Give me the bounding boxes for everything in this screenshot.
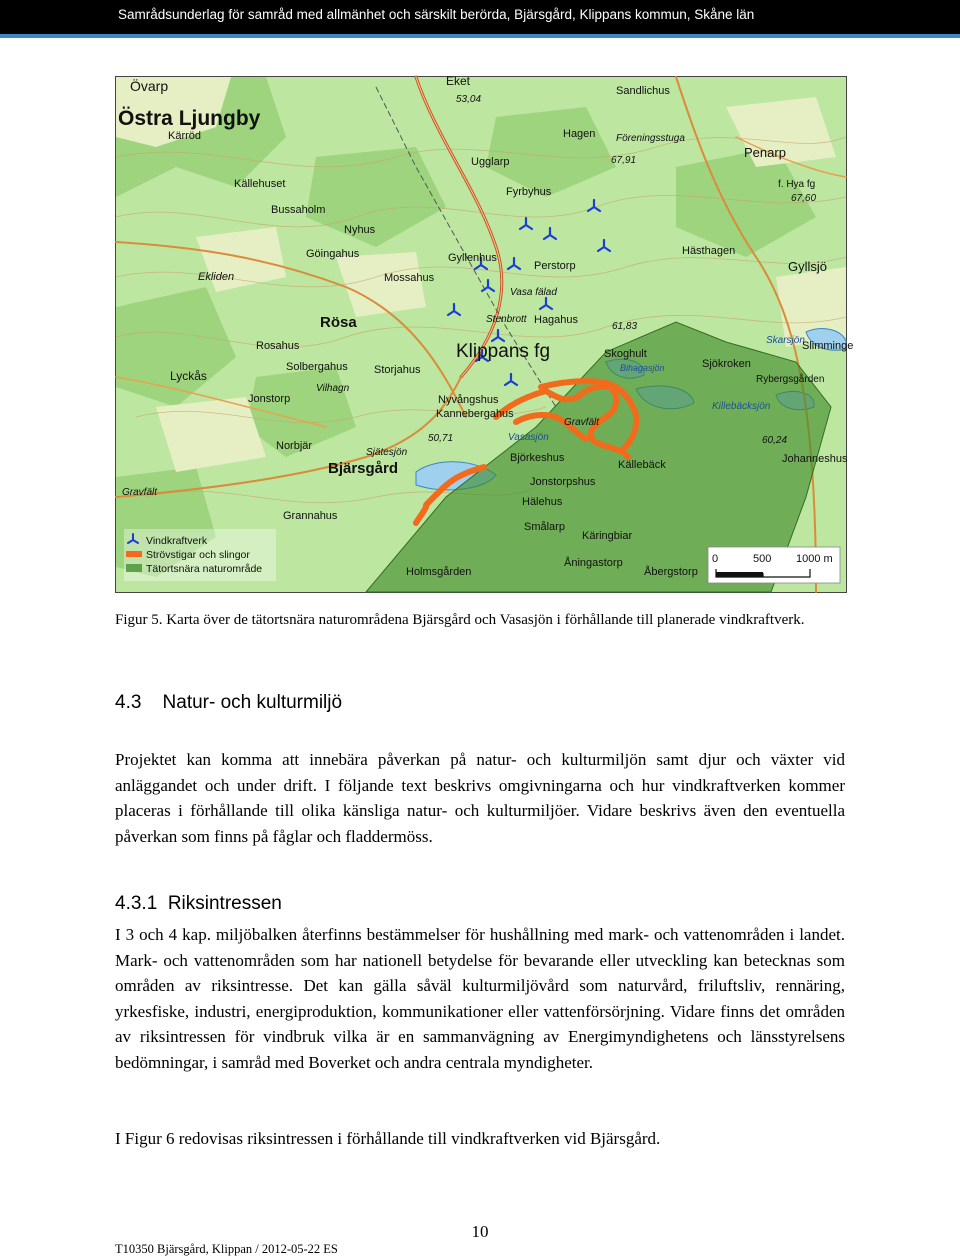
place-label: Bussaholm <box>271 204 326 216</box>
elevation-label: 67,60 <box>791 193 817 204</box>
figure-caption: Figur 5. Karta över de tätortsnära naturområdena Bjärsgård och Vasasjön i förhållande till planerade vindkraftverk. <box>115 612 805 628</box>
place-label: Sandlichus <box>616 85 670 97</box>
place-label: Solbergahus <box>286 361 348 373</box>
place-label: Gyllsjö <box>788 259 828 274</box>
place-label: Gravfält <box>564 417 600 428</box>
body-paragraph: I 3 och 4 kap. miljöbalken återfinns bestämmelser för hushållning med mark- och vattenområden i landet. Mark- och vattenområden som har nationell betydelse för bevarande eller utveckling kan betecknas som områden av riksintresse. Det kan gälla såväl kulturmiljövård som naturvård, friluftsliv, rennäring, yrkesfiske, industri, energiproduktion, kommunikationer eller vattenförsörjning. Vidare finns det områden av riksintressen för vindbruk vilka är en sammanvägning av Energimyndighetens och länsstyrelsens bedömningar, i samråd med Boverket och andra centrala myndigheter. <box>115 925 845 1072</box>
place-label: Björkeshus <box>510 452 565 464</box>
place-label: Perstorp <box>534 260 576 272</box>
place-label: Källebäck <box>618 459 666 471</box>
place-label: Gyllenhus <box>448 252 497 264</box>
scale-tick-label: 500 <box>753 553 772 565</box>
place-label: Eket <box>446 74 471 88</box>
place-label: Hästhagen <box>682 245 736 257</box>
place-label: Grannahus <box>283 510 338 522</box>
page-header: Samrådsunderlag för samråd med allmänhet och särskilt berörda, Bjärsgård, Klippans kommun, Skåne län <box>0 0 960 34</box>
nature-area-swatch <box>126 564 142 572</box>
place-label: Hagahus <box>534 314 579 326</box>
subsection-number: 4.3.1 <box>115 893 158 914</box>
place-label: Rybergsgården <box>756 374 825 385</box>
place-label: Rösa <box>320 314 357 331</box>
place-label: Johanneshus <box>782 453 848 465</box>
place-label: Holmsgården <box>406 566 472 578</box>
place-label: Östra Ljungby <box>118 107 261 130</box>
place-label: Göingahus <box>306 248 360 260</box>
scale-tick-label: 1000 m <box>796 553 833 565</box>
place-label: Jonstorp <box>248 393 291 405</box>
place-label: Övarp <box>130 78 169 94</box>
trail-swatch <box>126 551 142 557</box>
elevation-label: 50,71 <box>428 433 454 444</box>
place-label: f. Hya fg <box>778 179 816 190</box>
place-label: Smålarp <box>524 521 565 533</box>
body-paragraph: Projektet kan komma att innebära påverkan på natur- och kulturmiljön samt djur och växter vid anläggandet och under drift. I följande text beskrivs omgivningarna och hur vindkraftverken kommer placeras i förhållande till olika känsliga natur- och kulturmiljöer. Vidare beskrivs även den eventuella påverkan som finns på fåglar och fladdermöss. <box>115 750 845 846</box>
place-label: Fyrbyhus <box>506 186 552 198</box>
place-label: Käringbiar <box>582 530 633 542</box>
section-number: 4.3 <box>115 692 142 713</box>
place-label: Rosahus <box>256 340 300 352</box>
body-paragraph: I Figur 6 redovisas riksintressen i förhållande till vindkraftverken vid Bjärsgård. <box>115 1129 661 1148</box>
subsection-heading <box>115 893 282 915</box>
elevation-label: 60,24 <box>762 435 788 446</box>
place-label: Stenbrott <box>486 314 527 325</box>
elevation-label: 61,83 <box>612 321 638 332</box>
place-label: Killebäcksjön <box>712 401 771 412</box>
elevation-label: 53,04 <box>456 94 482 105</box>
place-label: Norbjär <box>276 440 313 452</box>
section-title: Natur- och kulturmiljö <box>162 692 343 713</box>
map-figure <box>115 74 854 593</box>
place-label: Jonstorpshus <box>530 476 596 488</box>
place-label: Penarp <box>744 145 786 160</box>
place-label: Åningastorp <box>564 557 623 569</box>
page-number: 10 <box>471 1222 489 1241</box>
legend-label: Tätortsnära naturområde <box>146 563 263 575</box>
place-label: Kannebergahus <box>436 408 514 420</box>
scale-tick-label: 0 <box>712 553 719 565</box>
place-label: Slimminge <box>802 340 854 352</box>
legend-label: Vindkraftverk <box>146 535 208 547</box>
place-label: Sjökroken <box>702 358 751 370</box>
header-rule <box>0 34 960 38</box>
place-label: Källehuset <box>234 178 286 190</box>
place-label: Hälehus <box>522 496 563 508</box>
place-label: Föreningsstuga <box>616 133 685 144</box>
place-label: Kärröd <box>168 130 202 142</box>
place-label: Bjärsgård <box>328 460 399 477</box>
place-label: Vilhagn <box>316 383 350 394</box>
elevation-label: 67,91 <box>611 155 637 166</box>
map-legend <box>124 529 276 581</box>
subsection-title: Riksintressen <box>167 893 282 914</box>
place-label: Skoghult <box>604 348 647 360</box>
place-label: Gravfält <box>122 487 158 498</box>
place-label: Hagen <box>563 128 596 140</box>
legend-label: Strövstigar och slingor <box>146 549 250 561</box>
place-label: Klippans fg <box>456 341 551 362</box>
place-label: Bihagasjön <box>620 363 665 373</box>
place-label: Ekliden <box>198 271 235 283</box>
place-label: Lyckås <box>170 369 207 383</box>
place-label: Åbergstorp <box>644 566 698 578</box>
place-label: Storjahus <box>374 364 421 376</box>
scale-bar <box>708 547 840 583</box>
map-svg <box>116 74 854 592</box>
page-footer: T10350 Bjärsgård, Klippan / 2012-05-22 ES <box>115 1242 338 1256</box>
place-label: Vasa fälad <box>510 287 557 298</box>
section-heading <box>115 692 342 714</box>
place-label: Vasasjön <box>508 432 549 443</box>
place-label: Nyvångshus <box>438 394 499 406</box>
place-label: Skarsjön <box>766 335 805 346</box>
place-label: Mossahus <box>384 272 435 284</box>
place-label: Nyhus <box>344 224 376 236</box>
place-label: Ugglarp <box>471 156 510 168</box>
place-label: Sjätesjön <box>366 447 408 458</box>
